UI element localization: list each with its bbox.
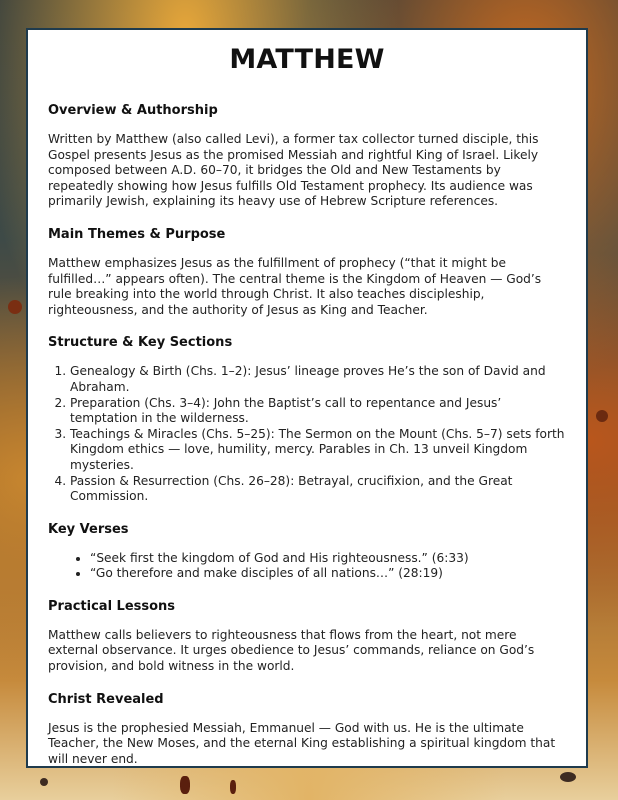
section-heading: Structure & Key Sections [48, 335, 233, 351]
list-item: • “Go therefore and make disciples of all nations…” (28:19) [90, 566, 566, 582]
section-heading: Christ Revealed [48, 691, 164, 707]
verses-list [48, 551, 566, 582]
list-item: 4. Passion & Resurrection (Chs. 26–28): Betrayal, crucifixion, and the Great Commission. [70, 474, 566, 505]
section-practical-lessons [48, 599, 566, 675]
section-paragraph: Written by Matthew (also called Levi), a former tax collector turned disciple, this Gospel presents Jesus as the promised Messiah and rightful King of Israel. Likely composed between A.D. 60–70, it bridges the Old and New Testaments by repeatedly showing how Jesus fulfills Old Testament prophecy. Its audience was primarily Jewish, explaining its heavy use of Hebrew Scripture references. [48, 132, 539, 209]
document-title: MATTHEW [229, 44, 385, 75]
list-item: 2. Preparation (Chs. 3–4): John the Baptist’s call to repentance and Jesus’ temptation in the wilderness. [70, 396, 566, 427]
list-item: 3. Teachings & Miracles (Chs. 5–25): The Sermon on the Mount (Chs. 5–7) sets forth Kingdom ethics — love, humility, mercy. Parables in Ch. 13 unveil Kingdom mysteries. [70, 427, 566, 474]
paint-splatter [180, 776, 190, 794]
paint-splatter [8, 300, 22, 314]
paint-splatter [230, 780, 236, 794]
section-heading: Overview & Authorship [48, 103, 218, 118]
section-paragraph: Jesus is the prophesied Messiah, Emmanuel — God with us. He is the ultimate Teacher, the New Moses, and the eternal King establishing a spiritual kingdom that will never end. [48, 720, 556, 766]
list-item: • “Seek first the kingdom of God and His righteousness.” (6:33) [90, 551, 566, 567]
document-card [26, 28, 588, 768]
section-overview [48, 103, 566, 210]
section-heading: Key Verses [48, 521, 129, 537]
paint-splatter [40, 778, 48, 786]
section-themes [48, 227, 566, 318]
section-structure [48, 335, 566, 504]
structure-list [48, 364, 566, 504]
section-christ-revealed [48, 692, 566, 768]
section-key-verses [48, 522, 566, 582]
paint-splatter [560, 772, 576, 782]
paint-splatter [596, 410, 608, 422]
section-heading: Main Themes & Purpose [48, 226, 226, 242]
section-paragraph: Matthew emphasizes Jesus as the fulfillment of prophecy (“that it might be fulfilled…” appears often). The central theme is the Kingdom of Heaven — God’s rule breaking into the world through Christ. It also teaches discipleship, righteousness, and the authority of Jesus as King and Teacher. [48, 255, 542, 317]
section-heading: Practical Lessons [48, 598, 176, 614]
section-paragraph: Matthew calls believers to righteousness that flows from the heart, not mere external observance. It urges obedience to Jesus’ commands, reliance on God’s provision, and bold witness in the world. [48, 627, 535, 674]
list-item: 1. Genealogy & Birth (Chs. 1–2): Jesus’ lineage proves He’s the son of David and Abraham. [70, 364, 566, 395]
